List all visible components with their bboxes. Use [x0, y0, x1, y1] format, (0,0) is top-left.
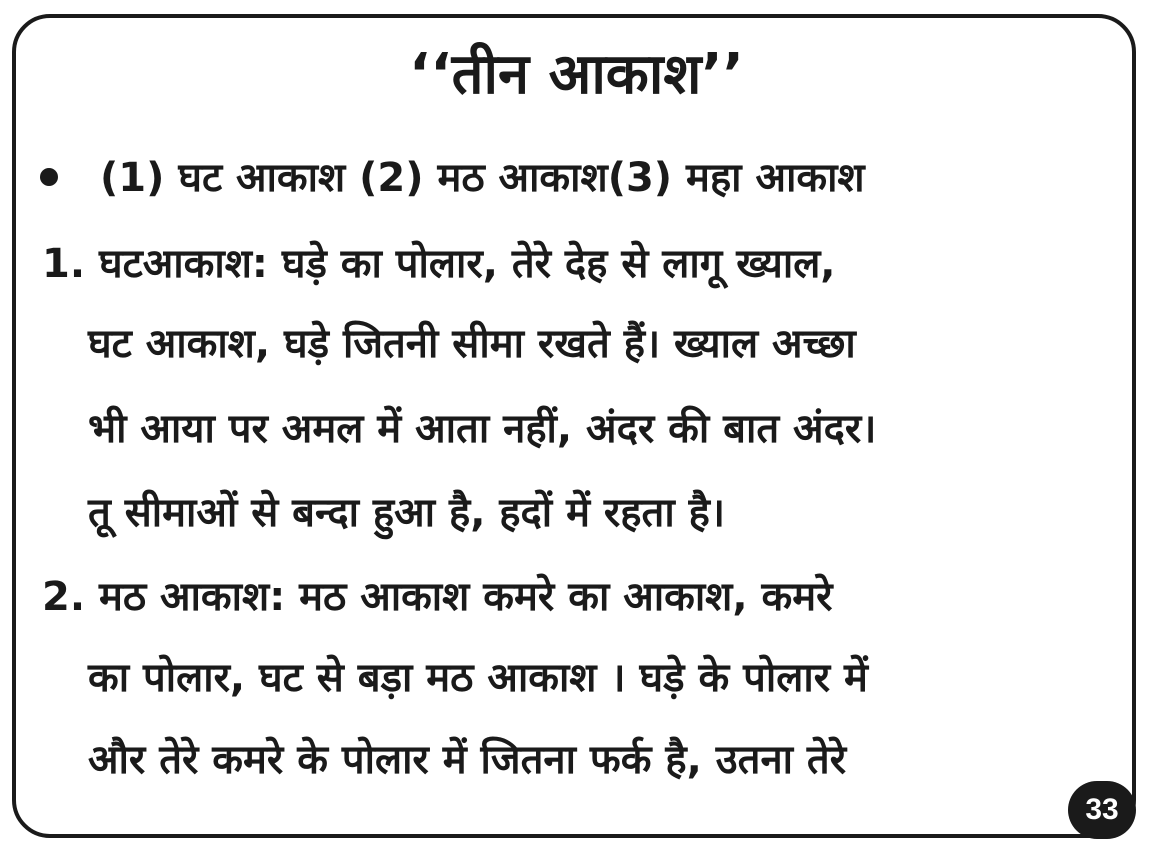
paragraph-2-line-2: का पोलार, घट से बड़ा मठ आकाश । घड़े के पोलार में: [88, 655, 868, 701]
page-title: ‘‘तीन आकाश’’: [409, 42, 744, 107]
paragraph-2-line-3: और तेरे कमरे के पोलार में जितना फर्क है, उतना तेरे: [88, 737, 847, 783]
bullet-line: (1) घट आकाश (2) मठ आकाश(3) महा आकाश: [100, 155, 865, 201]
paragraph-1-line-1: 1. घटआकाश: घड़े का पोलार, तेरे देह से लागू ख्याल,: [42, 241, 836, 287]
page-number-badge: 33: [1068, 781, 1136, 839]
paragraph-1-line-2: घट आकाश, घड़े जितनी सीमा रखते हैं। ख्याल अच्छा: [88, 321, 856, 367]
paragraph-1-line-3: भी आया पर अमल में आता नहीं, अंदर की बात अंदर।: [88, 406, 877, 452]
bullet-icon: [40, 168, 58, 186]
paragraph-2-line-1: 2. मठ आकाश: मठ आकाश कमरे का आकाश, कमरे: [42, 574, 833, 620]
paragraph-1-line-4: तू सीमाओं से बन्दा हुआ है, हदों में रहता है।: [88, 490, 726, 536]
